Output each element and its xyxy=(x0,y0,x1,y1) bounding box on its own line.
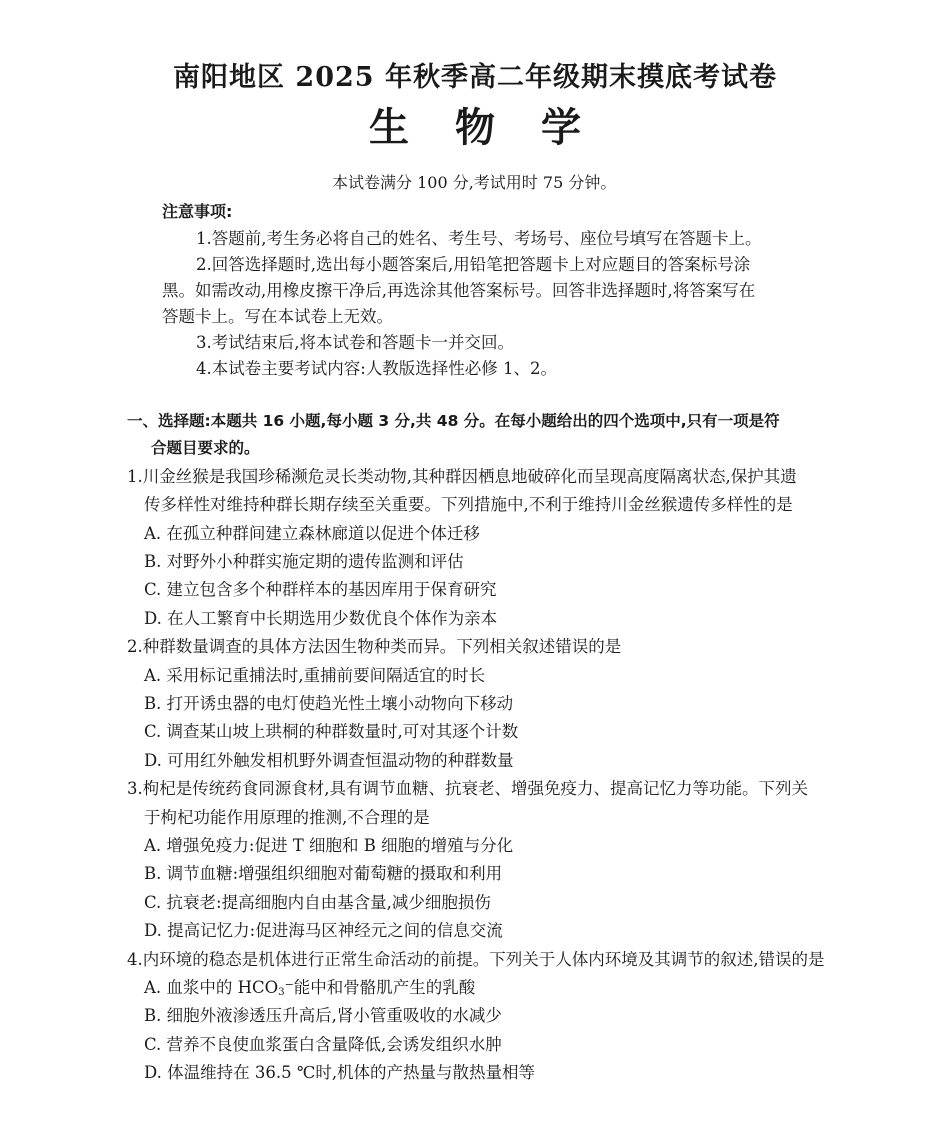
q2-option-c: C. 调查某山坡上珙桐的种群数量时,可对其逐个计数 xyxy=(144,722,519,741)
subject-title: 生物学 xyxy=(369,104,627,151)
notice-heading: 注意事项: xyxy=(162,202,233,221)
q3-option-c: C. 抗衰老:提高细胞内自由基含量,减少细胞损伤 xyxy=(144,893,491,912)
q4-option-d: D. 体温维持在 36.5 ℃时,机体的产热量与散热量相等 xyxy=(144,1063,536,1082)
q1-stem-line-1: 1.川金丝猴是我国珍稀濒危灵长类动物,其种群因栖息地破碎化而呈现高度隔离状态,保护其遗 xyxy=(127,467,797,486)
q4-option-a xyxy=(144,977,475,999)
exam-title: 南阳地区 2025 年秋季高二年级期末摸底考试卷 xyxy=(173,62,777,93)
notice-item-2-line-1: 2.回答选择题时,选出每小题答案后,用铅笔把答题卡上对应题目的答案标号涂 xyxy=(196,255,751,274)
notice-item-1: 1.答题前,考生务必将自己的姓名、考生号、考场号、座位号填写在答题卡上。 xyxy=(196,229,762,248)
q2-stem-line-1: 2.种群数量调查的具体方法因生物种类而异。下列相关叙述错误的是 xyxy=(127,637,622,656)
section-heading-line-1: 一、选择题:本题共 16 小题,每小题 3 分,共 48 分。在每小题给出的四个选项中,只有一项是符 xyxy=(127,412,780,430)
notice-item-2-line-2: 黑。如需改动,用橡皮擦干净后,再选涂其他答案标号。回答非选择题时,将答案写在 xyxy=(162,281,756,300)
q3-option-a: A. 增强免疫力:促进 T 细胞和 B 细胞的增殖与分化 xyxy=(144,836,514,855)
q4-option-b: B. 细胞外液渗透压升高后,肾小管重吸收的水减少 xyxy=(144,1006,502,1025)
q1-option-c: C. 建立包含多个种群样本的基因库用于保育研究 xyxy=(144,580,497,599)
q4-stem-line-1: 4.内环境的稳态是机体进行正常生命活动的前提。下列关于人体内环境及其调节的叙述,错误的是 xyxy=(127,950,825,969)
notice-item-2-line-3: 答题卡上。写在本试卷上无效。 xyxy=(162,307,393,326)
q4-option-a-subscript: 3 xyxy=(278,987,285,998)
q1-option-b: B. 对野外小种群实施定期的遗传监测和评估 xyxy=(144,552,464,571)
notice-item-4: 4.本试卷主要考试内容:人教版选择性必修 1、2。 xyxy=(196,359,558,378)
notice-item-3: 3.考试结束后,将本试卷和答题卡一并交回。 xyxy=(196,333,514,352)
q1-option-d: D. 在人工繁育中长期选用少数优良个体作为亲本 xyxy=(144,609,498,628)
q4-option-c: C. 营养不良使血浆蛋白含量降低,会诱发组织水肿 xyxy=(144,1035,502,1054)
section-heading-line-2: 合题目要求的。 xyxy=(151,439,260,457)
q4-option-a-prefix: A. 血浆中的 HCO xyxy=(144,978,279,997)
q4-option-a-suffix: 能中和骨骼肌产生的乳酸 xyxy=(293,978,476,997)
q1-stem-line-2: 传多样性对维持种群长期存续至关重要。下列措施中,不利于维持川金丝猴遗传多样性的是 xyxy=(144,495,793,514)
q3-option-d: D. 提高记忆力:促进海马区神经元之间的信息交流 xyxy=(144,921,503,940)
exam-info: 本试卷满分 100 分,考试用时 75 分钟。 xyxy=(332,173,617,192)
q2-option-b: B. 打开诱虫器的电灯使趋光性土壤小动物向下移动 xyxy=(144,694,514,713)
q3-option-b: B. 调节血糖:增强组织细胞对葡萄糖的摄取和利用 xyxy=(144,864,503,883)
q2-option-d: D. 可用红外触发相机野外调查恒温动物的种群数量 xyxy=(144,751,514,770)
q3-stem-line-1: 3.枸杞是传统药食同源食材,具有调节血糖、抗衰老、增强免疫力、提高记忆力等功能。下列关 xyxy=(127,779,808,798)
q2-option-a: A. 采用标记重捕法时,重捕前要间隔适宜的时长 xyxy=(144,666,486,685)
q1-option-a: A. 在孤立种群间建立森林廊道以促进个体迁移 xyxy=(144,524,480,543)
q3-stem-line-2: 于枸杞功能作用原理的推测,不合理的是 xyxy=(144,808,430,827)
q4-option-a-superscript: − xyxy=(284,978,294,991)
